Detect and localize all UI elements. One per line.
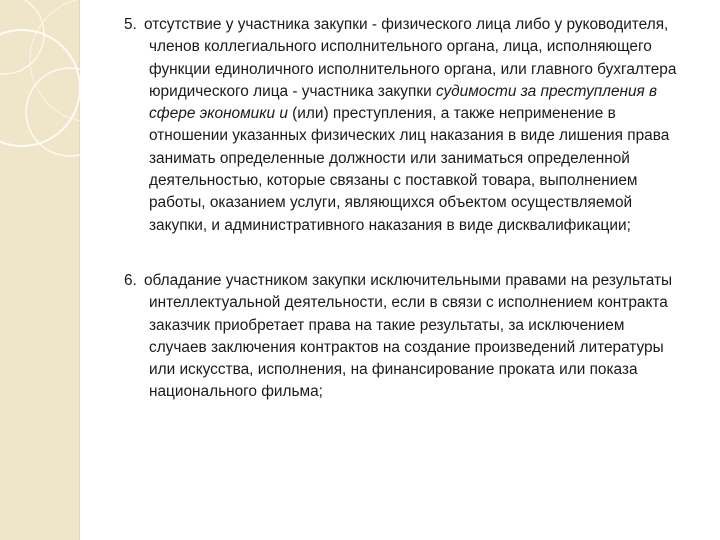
slide-body [124, 14, 684, 404]
decorative-side-band [0, 0, 80, 540]
item-text-part1: отсутствие у участника закупки - физического лица либо у руководителя, членов коллегиального исполнительного органа, лица, исполняющего функции единоличного исполнительного органа, или главного бухгалтера юридического лица - участника закупки [144, 16, 677, 100]
list-item-5 [124, 14, 684, 237]
list-item-6 [124, 270, 684, 404]
item-number: 6. [124, 271, 137, 289]
item-text-part2: (или) преступления, а также неприменение в отношении указанных физических лиц наказания в виде лишения права занимать определенные должности или заниматься определенной деятельностью, которые связаны с поставкой товара, выполнением работы, оказанием услуги, являющихся объектом осуществляемой закупки, и административного наказания в виде дисквалификации; [149, 105, 670, 234]
item-text-italic: судимости за преступления в сфере экономики и [149, 82, 658, 123]
item-text: обладание участником закупки исключительными правами на результаты интеллектуальной деятельности, если в связи с исполнением контракта заказчик приобретает права на такие результаты, за исключением случаев заключения контрактов на создание произведений литературы или искусства, исполнения, на финансирование проката или показа национального фильма; [144, 271, 673, 401]
item-number: 5. [124, 16, 137, 33]
